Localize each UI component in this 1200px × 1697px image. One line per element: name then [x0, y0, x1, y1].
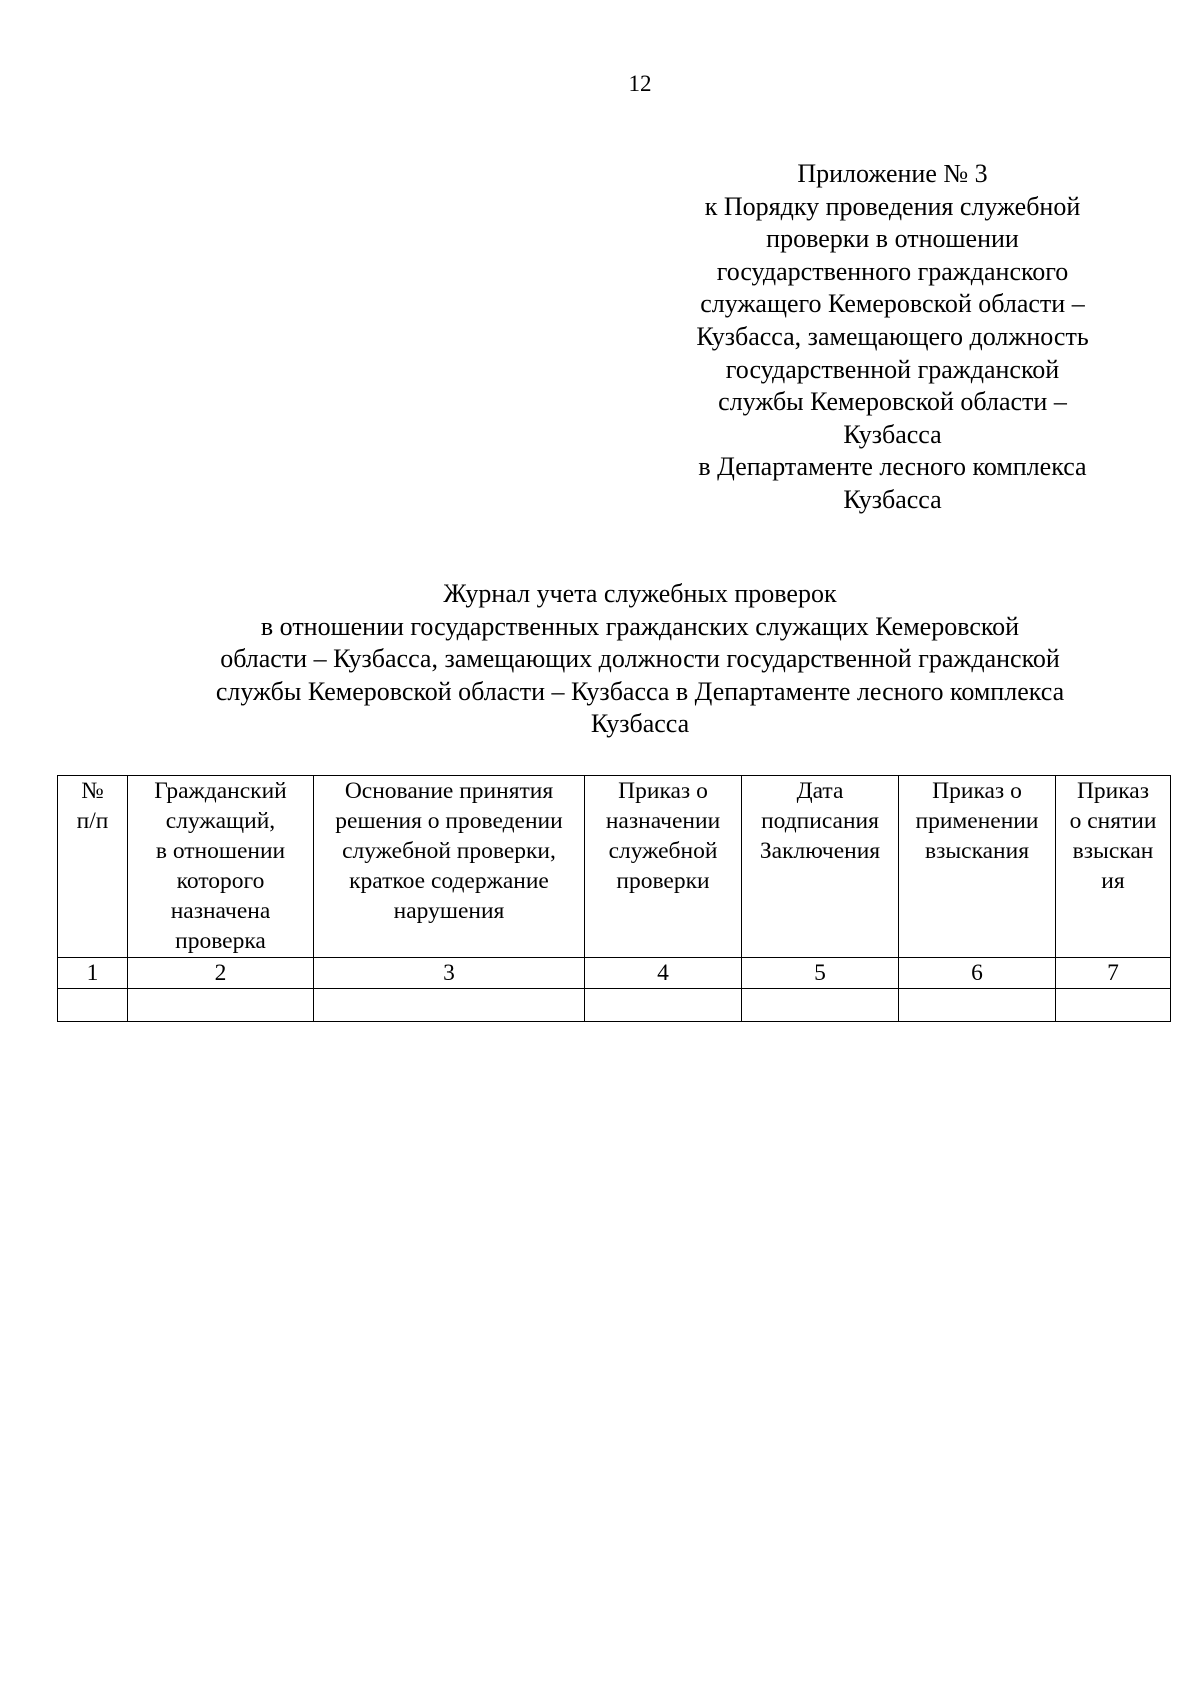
column-number-cell: 1: [58, 958, 128, 989]
table-row: [58, 989, 1171, 1022]
journal-title: [150, 578, 1130, 741]
header-cell-penalty-removal: Приказ о снятии взыскан ия: [1056, 776, 1171, 958]
header-cell-appointment-order: Приказ о назначении служебной проверки: [585, 776, 742, 958]
appendix-line: проверки в отношении: [766, 224, 1019, 254]
header-cell-grounds: Основание принятия решения о проведении служебной проверки, краткое содержание нарушения: [314, 776, 585, 958]
column-number-cell: 2: [128, 958, 314, 989]
column-number-cell: 6: [899, 958, 1056, 989]
appendix-line: службы Кемеровской области –: [718, 387, 1067, 417]
appendix-line: Кузбасса: [843, 419, 942, 449]
appendix-line: государственной гражданской: [725, 354, 1060, 384]
header-cell-conclusion-date: Дата подписания Заключения: [742, 776, 899, 958]
empty-cell: [742, 989, 899, 1022]
table-header-row: [58, 776, 1171, 958]
header-cell-servant: Гражданский служащий, в отношении которого назначена проверка: [128, 776, 314, 958]
column-number-cell: 4: [585, 958, 742, 989]
column-number-row: [58, 958, 1171, 989]
empty-cell: [128, 989, 314, 1022]
page-number: 12: [628, 71, 652, 96]
appendix-line: Кузбасса: [843, 484, 942, 514]
column-number-cell: 3: [314, 958, 585, 989]
journal-table: [57, 775, 1171, 1022]
appendix-line: государственного гражданского: [716, 256, 1069, 286]
empty-cell: [1056, 989, 1171, 1022]
appendix-line: Приложение № 3: [797, 159, 988, 188]
header-cell-number: № п/п: [58, 776, 128, 958]
journal-title-line: Кузбасса: [590, 709, 690, 739]
column-number-cell: 5: [742, 958, 899, 989]
empty-cell: [899, 989, 1056, 1022]
appendix-line: служащего Кемеровской области –: [700, 289, 1085, 319]
appendix-line: к Порядку проведения служебной: [704, 191, 1081, 221]
appendix-line: Кузбасса, замещающего должность: [696, 321, 1089, 351]
empty-cell: [314, 989, 585, 1022]
journal-title-line: области – Кузбасса, замещающих должности государственной гражданской: [220, 644, 1060, 674]
column-number-cell: 7: [1056, 958, 1171, 989]
journal-title-line: в отношении государственных гражданских служащих Кемеровской: [260, 611, 1020, 641]
journal-title-line: Журнал учета служебных проверок: [443, 579, 837, 608]
appendix-heading: [660, 158, 1125, 517]
empty-cell: [585, 989, 742, 1022]
header-cell-penalty-order: Приказ о применении взыскания: [899, 776, 1056, 958]
appendix-line: в Департаменте лесного комплекса: [698, 452, 1087, 482]
journal-title-line: службы Кемеровской области – Кузбасса в Департаменте лесного комплекса: [215, 676, 1065, 706]
empty-cell: [58, 989, 128, 1022]
